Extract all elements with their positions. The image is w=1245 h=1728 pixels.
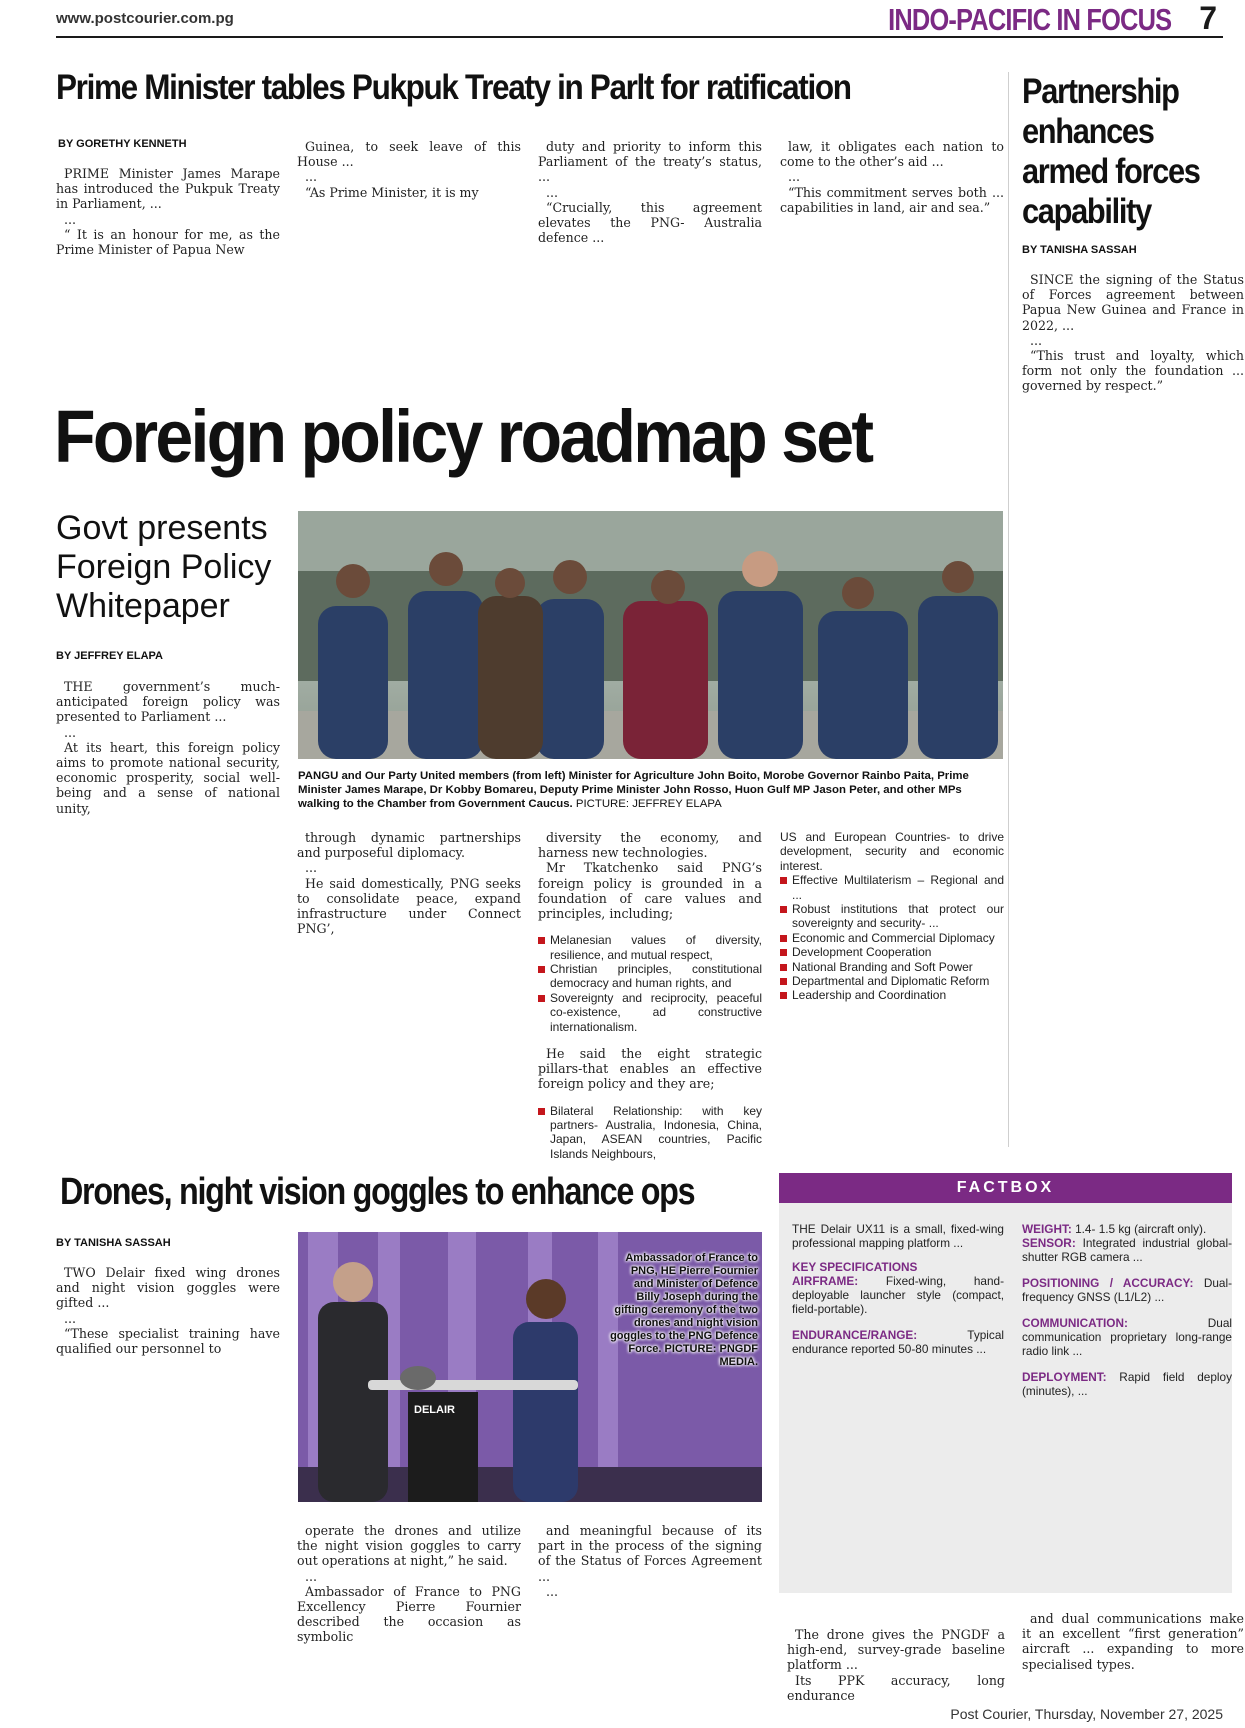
- list-item: Bilateral Relationship: with key partners- Australia, Indonesia, China, Japan, ASEAN countries, Pacific Islands Neighbours,: [538, 1104, 762, 1162]
- page-footer: Post Courier, Thursday, November 27, 2025: [950, 1706, 1223, 1722]
- factbox-column-2: [1022, 1222, 1232, 1584]
- drones-photo-caption: [610, 1252, 758, 1369]
- paragraph: “As Prime Minister, it is my: [305, 184, 479, 200]
- factbox-item-key: WEIGHT:: [1022, 1222, 1072, 1236]
- paragraph: ...: [788, 169, 801, 185]
- drones-column-2: [297, 1523, 521, 1705]
- paragraph: and dual communications make it an excellent “first generation” aircraft ... expanding to more specialised types.: [1022, 1611, 1244, 1672]
- paragraph: SINCE the signing of the Status of Forces agreement between Papua New Guinea and France in 2022, ...: [1022, 272, 1244, 333]
- paragraph: PRIME Minister James Marape has introduced the Pukpuk Treaty in Parliament, ...: [56, 166, 280, 212]
- foreign-policy-column-4: [780, 830, 1004, 1144]
- list-item: Departmental and Diplomatic Reform: [780, 974, 1004, 988]
- paragraph: US and European Countries- to drive development, security and economic interest.: [780, 830, 1004, 873]
- paragraph: “These specialist training have qualified our personnel to: [56, 1325, 280, 1357]
- mps-photo-caption: [298, 769, 1003, 811]
- foreign-policy-subheadline: Govt presents Foreign Policy Whitepaper: [56, 509, 272, 625]
- pukpuk-headline: Prime Minister tables Pukpuk Treaty in Parlt for ratification: [56, 68, 851, 107]
- factbox-item-text: Fixed-wing, hand-deployable launcher style (compact, field-portable).: [792, 1274, 1005, 1316]
- list-item: National Branding and Soft Power: [780, 960, 1004, 974]
- factbox-item: [1022, 1276, 1232, 1304]
- partnership-column: [1022, 272, 1244, 1142]
- paragraph: ...: [305, 1568, 318, 1584]
- factbox-item-key: ENDURANCE/RANGE:: [792, 1328, 918, 1342]
- delair-crate-label: DELAIR: [414, 1404, 455, 1416]
- caption-text: Ambassador of France to PNG, HE Pierre Fournier and Minister of Defence Billy Joseph during the gifting ceremony of the two drones and night vision goggles to the PNG Defence Force.: [610, 1252, 758, 1355]
- mps-photo-illustration: [298, 511, 1003, 759]
- paragraph: He said domestically, PNG seeks to consolidate peace, expand infrastructure under Connect PNG’,: [297, 875, 521, 937]
- foreign-policy-column-3: [538, 830, 762, 1161]
- list-item: Melanesian values of diversity, resilience, and mutual respect,: [538, 933, 762, 962]
- pukpuk-column-2: [297, 139, 521, 384]
- drones-column-1: [56, 1265, 280, 1705]
- paragraph: operate the drones and utilize the night vision goggles to carry out operations at night,” he said.: [297, 1523, 521, 1569]
- paragraph: The drone gives the PNGDF a high-end, survey-grade baseline platform ...: [787, 1627, 1005, 1673]
- foreign-policy-column-2: [297, 830, 521, 1144]
- foreign-policy-headline: Foreign policy roadmap set: [54, 395, 872, 478]
- list-item: Economic and Commercial Diplomacy: [780, 931, 1004, 945]
- list-item: Development Cooperation: [780, 945, 1004, 959]
- page-header: [56, 0, 1223, 38]
- drones-column-3: [538, 1523, 762, 1705]
- caption-text: PANGU and Our Party United members (from left) Minister for Agriculture John Boito, Morobe Governor Rainbo Paita, Prime Minister James Marape, Dr Kobby Bomareu, Deputy Prime Minister John Rosso, Huon Gulf MP Jason Peter, and other MPs walking to the Chamber from Government Caucus.: [298, 770, 969, 810]
- pukpuk-column-1: [56, 166, 280, 384]
- factbox-title: FACTBOX: [779, 1173, 1232, 1203]
- paragraph: “This trust and loyalty, which form not only the foundation ... governed by respect.”: [1022, 348, 1244, 394]
- foreign-policy-byline: BY JEFFREY ELAPA: [56, 650, 163, 662]
- paragraph: and meaningful because of its part in the process of the signing of the Status of Forces Agreement ...: [538, 1523, 762, 1584]
- list-item: Effective Multilaterism – Regional and ...: [780, 873, 1004, 902]
- drones-byline: BY TANISHA SASSAH: [56, 1237, 171, 1249]
- factbox-item: [792, 1274, 1004, 1316]
- paragraph: He said the eight strategic pillars-that enables an effective foreign policy and they are;: [538, 1046, 762, 1092]
- paragraph: law, it obligates each nation to come to the other’s aid ...: [780, 139, 1004, 170]
- factbox-item: [792, 1328, 1004, 1356]
- section-title: INDO-PACIFIC IN FOCUS: [887, 2, 1171, 37]
- factbox-item-text: Rapid field deploy (minutes), ...: [1022, 1370, 1232, 1398]
- factbox-item-key: COMMUNICATION:: [1022, 1316, 1128, 1330]
- factbox-item-text: Dual communication proprietary long-range radio link ...: [1022, 1316, 1232, 1358]
- drones-column-4: [787, 1627, 1005, 1705]
- factbox-item-text: Integrated industrial global-shutter RGB camera ...: [1022, 1236, 1233, 1264]
- list-item: Robust institutions that protect our sovereignty and security- ...: [780, 902, 1004, 931]
- paragraph: ...: [64, 724, 77, 740]
- paragraph: Its PPK accuracy, long endurance: [787, 1672, 1005, 1703]
- paragraph: At its heart, this foreign policy aims to promote national security, economic prosperity, social well-being and a sense of national unity,: [56, 739, 280, 816]
- paragraph: ...: [305, 860, 318, 876]
- partnership-byline: BY TANISHA SASSAH: [1022, 244, 1137, 256]
- paragraph: ...: [64, 211, 77, 227]
- factbox-subheading: KEY SPECIFICATIONS: [792, 1260, 918, 1274]
- paragraph: Guinea, to seek leave of this House ...: [297, 139, 521, 170]
- paragraph: TWO Delair fixed wing drones and night vision goggles were gifted ...: [56, 1265, 280, 1311]
- column-divider: [1008, 72, 1009, 1147]
- paragraph: ...: [1030, 332, 1043, 348]
- factbox-item-key: DEPLOYMENT:: [1022, 1370, 1107, 1384]
- paragraph: duty and priority to inform this Parliament of the treaty’s status, ...: [538, 139, 762, 185]
- factbox-item: [1022, 1370, 1232, 1398]
- factbox-item-text: Typical endurance reported 50-80 minutes ...: [792, 1328, 1004, 1356]
- paragraph: THE government’s much-anticipated foreign policy was presented to Parliament ...: [56, 679, 280, 725]
- paragraph: Mr Tkatchenko said PNG’s foreign policy is grounded in a foundation of care values and principles, including;: [538, 860, 762, 922]
- paragraph: Ambassador of France to PNG Excellency Pierre Fournier described the occasion as symbolic: [297, 1583, 521, 1645]
- factbox-item: [1022, 1316, 1232, 1358]
- paragraph: “Crucially, this agreement elevates the PNG- Australia defence ...: [538, 199, 762, 246]
- factbox-column-1: [792, 1222, 1004, 1584]
- partnership-headline: Partnership enhances armed forces capability: [1022, 72, 1200, 231]
- paragraph: through dynamic partnerships and purposeful diplomacy.: [297, 830, 521, 861]
- site-url[interactable]: www.postcourier.com.pg: [56, 10, 234, 27]
- paragraph: ...: [305, 169, 318, 185]
- list-item: Sovereignty and reciprocity, peaceful co-existence, ad constructive internationalism.: [538, 991, 762, 1034]
- paragraph: “This commitment serves both ... capabilities in land, air and sea.”: [780, 184, 1004, 215]
- paragraph: ...: [546, 1583, 559, 1599]
- caption-credit: PICTURE: PNGDF MEDIA.: [664, 1343, 758, 1368]
- page-number: 7: [1199, 0, 1217, 36]
- factbox-item: [1022, 1236, 1232, 1264]
- drones-headline: Drones, night vision goggles to enhance ops: [60, 1171, 695, 1213]
- factbox-item-key: AIRFRAME:: [792, 1274, 859, 1288]
- caption-credit: PICTURE: JEFFREY ELAPA: [575, 798, 722, 810]
- foreign-policy-column-1: [56, 679, 280, 1144]
- factbox-intro: THE Delair UX11 is a small, fixed-wing professional mapping platform ...: [792, 1222, 1004, 1250]
- factbox-item-key: SENSOR:: [1022, 1236, 1076, 1250]
- factbox-item-key: POSITIONING / ACCURACY:: [1022, 1276, 1194, 1290]
- pukpuk-column-3: [538, 139, 762, 384]
- pukpuk-byline: BY GORETHY KENNETH: [58, 138, 187, 150]
- factbox-item-text: 1.4- 1.5 kg (aircraft only).: [1075, 1222, 1207, 1236]
- list-item: Christian principles, constitutional democracy and human rights, and: [538, 962, 762, 991]
- list-item: Leadership and Coordination: [780, 988, 1004, 1002]
- pukpuk-column-4: [780, 139, 1004, 384]
- paragraph: “ It is an honour for me, as the Prime Minister of Papua New: [56, 226, 280, 258]
- mps-group-photo: [298, 511, 1003, 759]
- drones-column-5: [1022, 1611, 1244, 1705]
- factbox-item-text: Dual-frequency GNSS (L1/L2) ...: [1022, 1276, 1233, 1304]
- paragraph: diversity the economy, and harness new technologies.: [538, 830, 762, 861]
- paragraph: ...: [64, 1310, 77, 1326]
- factbox-item: [1022, 1222, 1232, 1236]
- paragraph: ...: [546, 184, 559, 200]
